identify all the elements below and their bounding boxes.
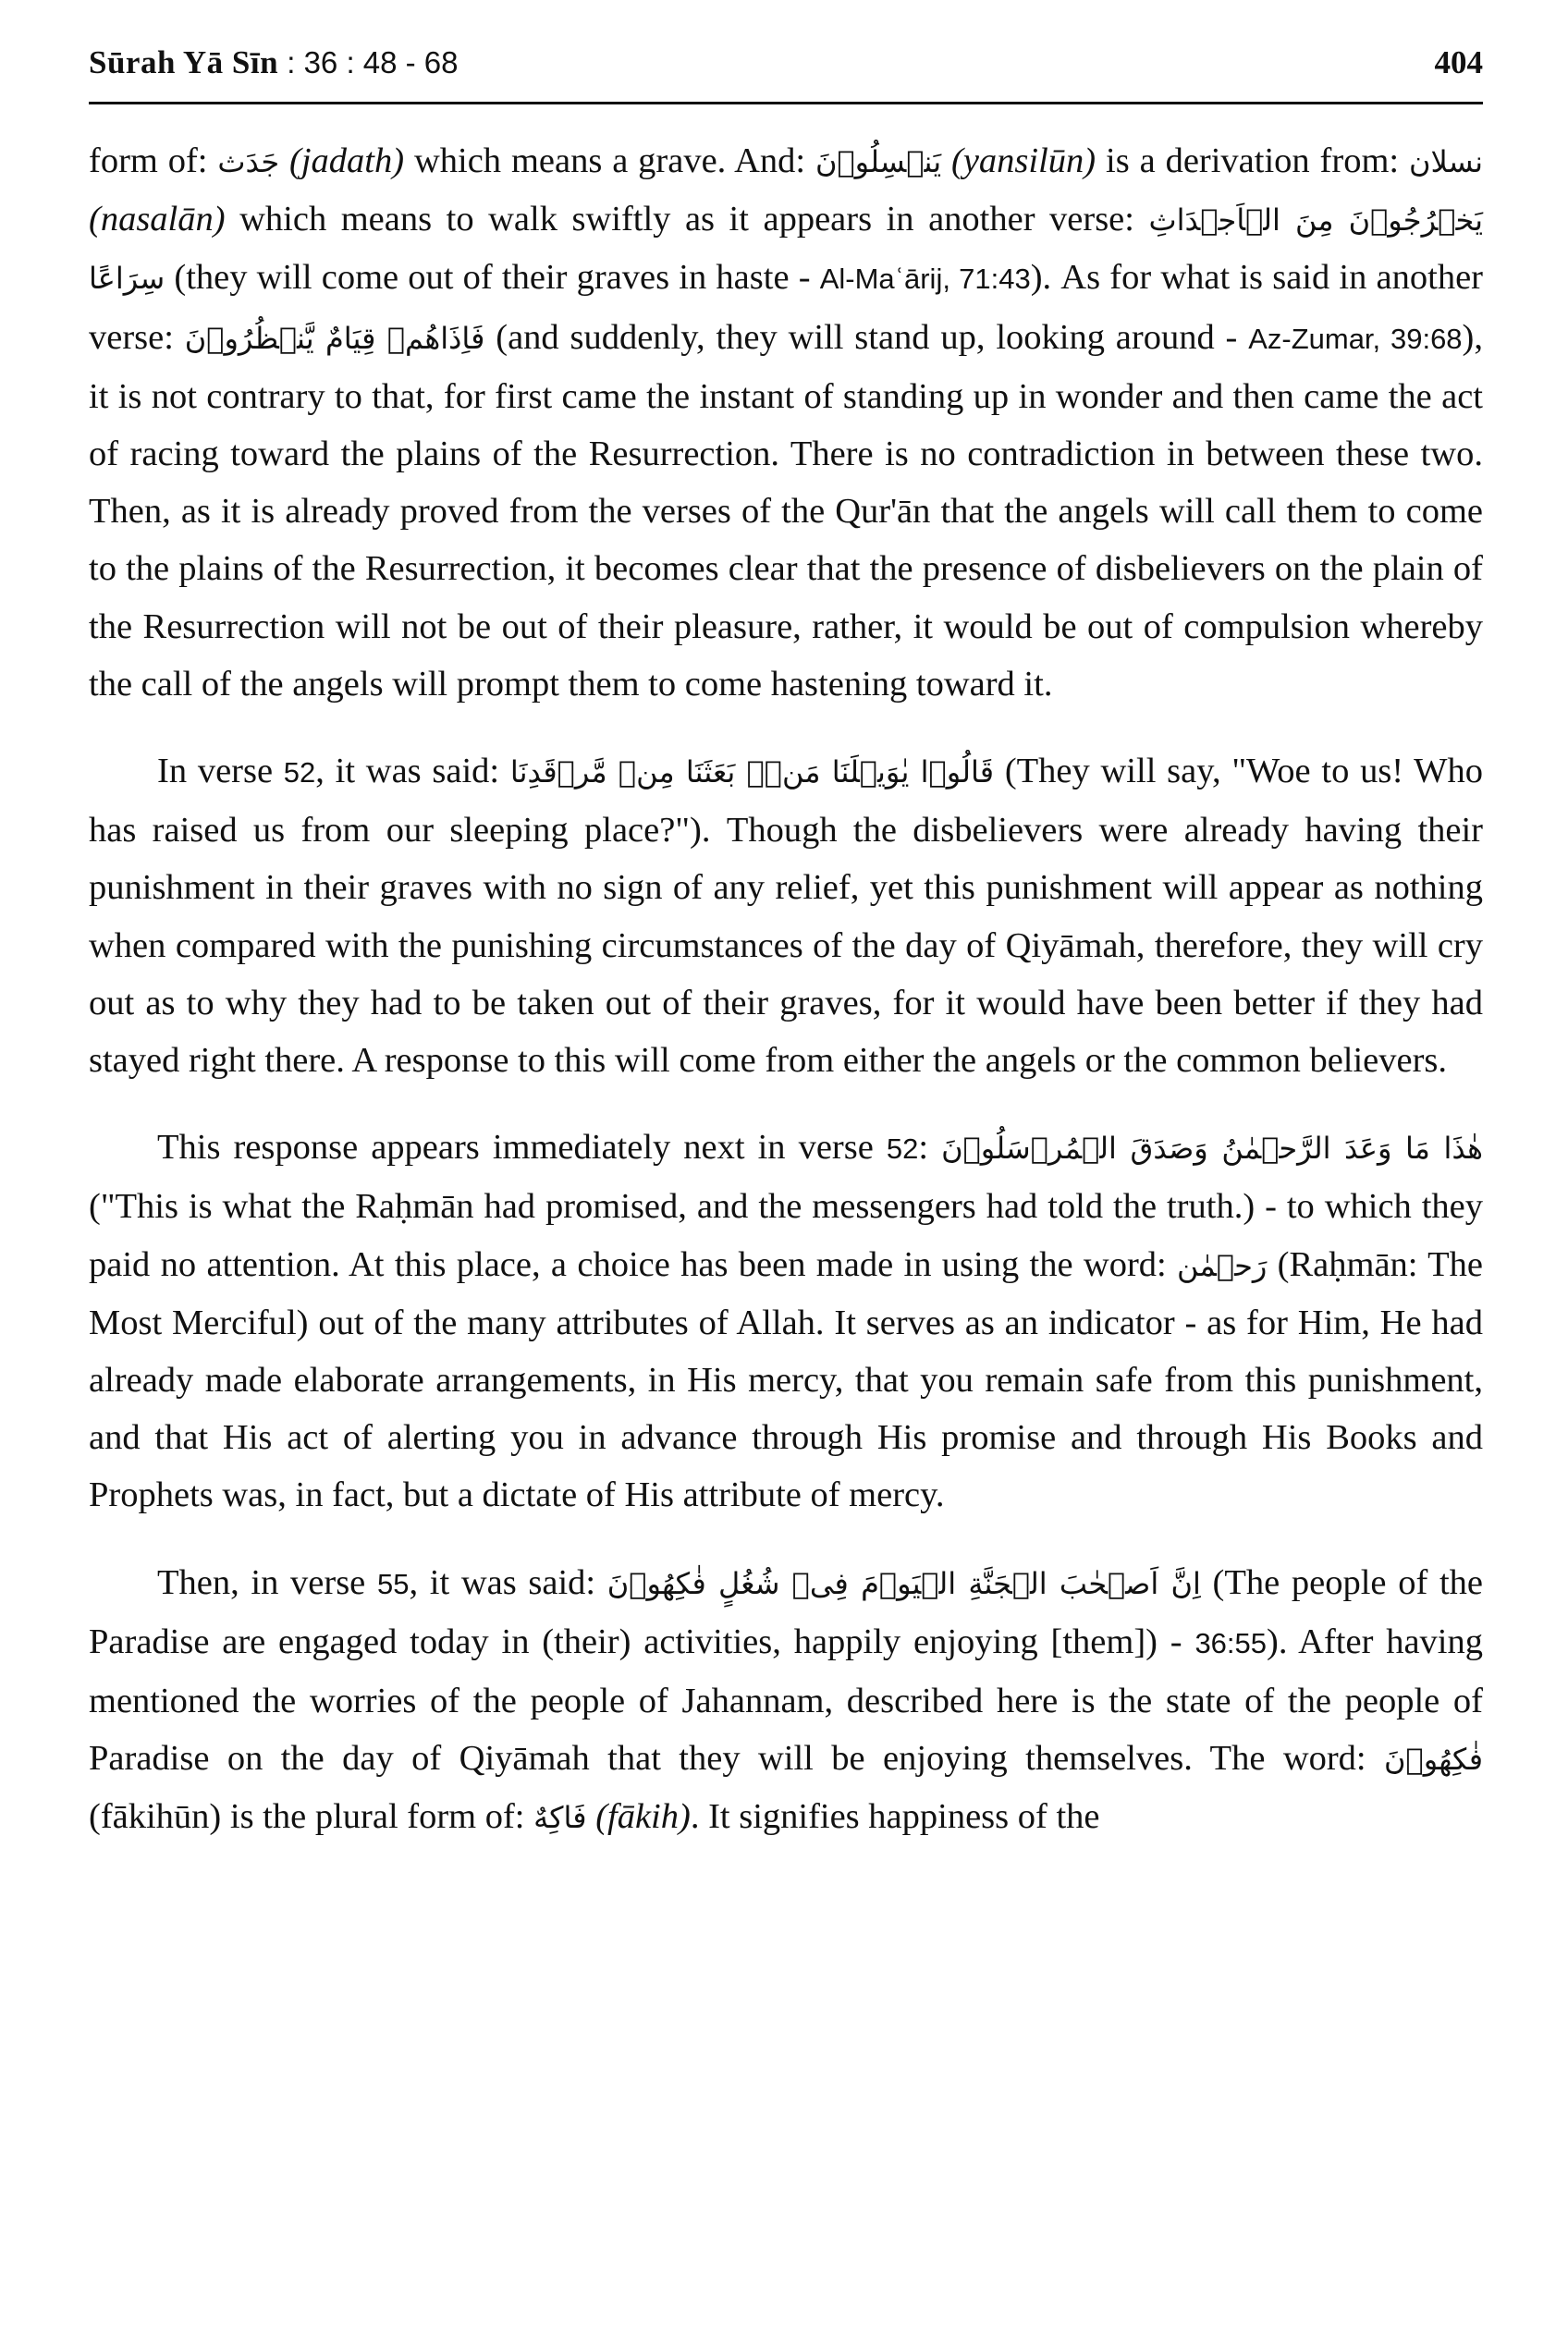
text-run: . It signifies happiness of the	[690, 1797, 1100, 1837]
text-run: form of:	[89, 141, 218, 180]
header-left	[89, 44, 459, 81]
text-run: (Raḥmān: The Most Merciful) out of the many attributes of Allah. It serves as an indicator - as for Him, He had already made elaborate arrangements, in His mercy, that you remain safe from this punishment, and that His act of alerting you in advance through His promise and through His Books and Prophets was, in fact, but a dictate of His attribute of mercy.	[89, 1244, 1483, 1515]
paragraph	[89, 1119, 1483, 1524]
arabic-quote: قَالُوۡا يٰوَيۡلَنَا مَنۡۢ بَعَثَنَا مِنۡ مَّرۡقَدِنَا	[509, 754, 995, 790]
reference: 52	[886, 1132, 919, 1166]
arabic-quote: نسلان	[1409, 144, 1484, 179]
text-run	[279, 141, 289, 180]
arabic-quote: جَدَث	[217, 144, 280, 179]
page	[89, 44, 1483, 1877]
body-text	[89, 132, 1483, 1847]
text-run: Then, in verse	[157, 1562, 377, 1602]
text-run: which means to walk swiftly as it appears in another verse:	[225, 200, 1149, 239]
arabic-quote: فٰكِهُوۡنَ	[1384, 1742, 1483, 1778]
reference: Al-Maʿārij, 71:43	[819, 263, 1031, 296]
text-run: which means a grave. And:	[404, 141, 815, 180]
text-run: , it was said:	[409, 1562, 607, 1602]
arabic-quote: رَحۡمٰن	[1177, 1247, 1268, 1283]
transliteration: (jadath)	[289, 141, 405, 180]
transliteration: (fākih)	[595, 1797, 691, 1837]
arabic-quote: اِنَّ اَصۡحٰبَ الۡجَنَّةِ الۡيَوۡمَ فِىۡ شُغُلٍ فٰكِهُوۡنَ	[606, 1565, 1201, 1601]
arabic-quote: هٰذَا مَا وَعَدَ الرَّحۡمٰنُ وَصَدَقَ الۡمُرۡسَلُوۡنَ	[941, 1131, 1483, 1167]
paragraph	[89, 742, 1483, 1089]
arabic-quote: فَاكِهٌ	[533, 1800, 587, 1836]
text-run: In verse	[157, 752, 284, 791]
surah-title: Sūrah Yā Sīn	[89, 44, 279, 80]
text-run: (The people of the Paradise are engaged today in (their) activities, happily enjoying [them]) -	[89, 1562, 1483, 1661]
text-run: , it was said:	[315, 752, 510, 791]
transliteration: (nasalān)	[89, 200, 226, 239]
reference: 55	[376, 1567, 410, 1600]
text-run: (and suddenly, they will stand up, looking around -	[484, 317, 1249, 357]
paragraph	[89, 1554, 1483, 1847]
page-number: 404	[1434, 44, 1483, 80]
running-header	[89, 44, 1483, 104]
text-run: (fākihūn) is the plural form of:	[89, 1797, 534, 1837]
text-run: ), it is not contrary to that, for first came the instant of standing up in wonder and then came the act of racing toward the plains of the Resurrection. There is no contradiction in between these two. Then, as it is already proved from the verses of the Qur'ān that the angels will call them to come to the plains of the Resurrection, it becomes clear that the presence of disbelievers on the plain of the Resurrection will not be out of their pleasure, rather, it would be out of compulsion whereby the call of the angels will prompt them to come hastening toward it.	[89, 317, 1483, 704]
text-run	[941, 141, 951, 180]
text-run	[587, 1797, 596, 1836]
text-run: ). After having mentioned the worries of the people of Jahannam, described here is the state of the people of Paradise on the day of Qiyāmah that they will be enjoying themselves. The word:	[89, 1622, 1483, 1779]
verse-range: : 36 : 48 - 68	[278, 45, 459, 80]
text-run: ("This is what the Raḥmān had promised, and the messengers had told the truth.) - to which they paid no attention. At this place, a choice has been made in using the word:	[89, 1187, 1483, 1284]
text-run: :	[918, 1128, 942, 1168]
arabic-quote: يَنۡسِلُوۡنَ	[815, 144, 942, 179]
reference: Az-Zumar, 39:68	[1248, 322, 1463, 355]
text-run: (they will come out of their graves in haste -	[165, 258, 820, 298]
text-run: is a derivation from:	[1096, 141, 1409, 180]
reference: 36:55	[1194, 1626, 1268, 1659]
arabic-quote: فَاِذَاهُمۡ قِيَامٌ يَّنۡظُرُوۡنَ	[184, 320, 485, 356]
reference: 52	[283, 756, 316, 789]
text-run: This response appears immediately next in verse	[157, 1128, 887, 1168]
text-run: ). As for what is said in another verse:	[89, 258, 1483, 357]
text-run: (They will say, "Woe to us! Who has raised us from our sleeping place?"). Though the disbelievers were already having their punishment in their graves with no sign of any relief, yet this punishment will appear as nothing when compared with the punishing circumstances of the day of Qiyāmah, therefore, they will cry out as to why they had to be taken out of their graves, for it would have been better if they had stayed right there. A response to this will come from either the angels or the common believers.	[89, 752, 1484, 1081]
transliteration: (yansilūn)	[951, 141, 1096, 180]
paragraph	[89, 132, 1483, 713]
arabic-quote: يَخۡرُجُوۡنَ مِنَ الۡاَجۡدَاثِ سِرَاعًا	[89, 202, 1484, 297]
